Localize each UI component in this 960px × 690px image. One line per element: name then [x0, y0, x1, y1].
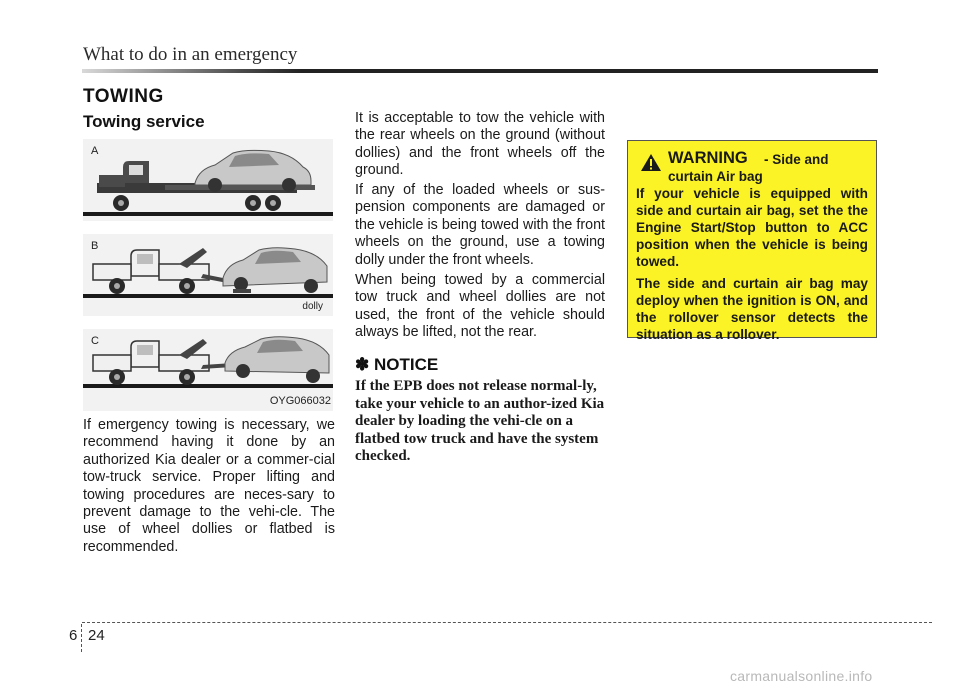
tow-rear-wheels-paragraph: It is acceptable to tow the vehicle with the rear wheels on the ground (without dollies) and the front wheels off the ground. — [355, 110, 605, 179]
subsection-title: Towing service — [83, 112, 205, 131]
dolly-label: dolly — [302, 301, 323, 312]
warning-box — [627, 140, 877, 342]
header-rule — [82, 69, 878, 73]
header-title: What to do in an emergency — [83, 44, 298, 65]
warning-label: WARNING — [668, 149, 748, 167]
warning-header — [636, 145, 868, 185]
notice-title: ✽ NOTICE — [355, 355, 439, 374]
commercial-tow-paragraph: When being towed by a commercial tow truck and wheel dollies are not used, the front of the vehicle should always be lifted, not the rear. — [355, 272, 605, 341]
warning-triangle-icon — [640, 153, 662, 172]
wheel-lift-truck-icon — [83, 234, 333, 316]
warning-subtitle-2: curtain Air bag — [668, 169, 763, 184]
warning-paragraph-2: The side and curtain air bag may deploy when the ignition is ON, and the rollover sensor detects the situation as a rollover. — [636, 276, 868, 342]
dolly-tow-panel — [83, 234, 333, 316]
warning-paragraph-1: If your vehicle is equipped with side and curtain air bag, set the the Engine Start/Stop button to ACC position when the vehicle is being towed. — [636, 186, 868, 269]
towing-illustration — [83, 139, 333, 411]
figure-code: OYG066032 — [269, 395, 331, 407]
chapter-number: 6 — [69, 627, 78, 644]
flatbed-tow-panel — [83, 139, 333, 221]
watermark: carmanualsonline.info — [730, 668, 873, 684]
flatbed-truck-icon — [83, 139, 333, 221]
section-title: TOWING — [83, 86, 164, 107]
panel-label-c: C — [91, 335, 99, 347]
footer-rule — [82, 622, 932, 623]
warning-subtitle-1: - Side and — [764, 152, 829, 167]
panel-label-b: B — [91, 240, 99, 252]
page-number: 24 — [88, 627, 105, 644]
panel-label-a: A — [91, 145, 99, 157]
page-number-divider — [81, 624, 82, 652]
towing-intro-paragraph: If emergency towing is necessary, we recommend having it done by an authorized Kia dealer or a commer-cial tow-truck service. Proper lifting and towing procedures are neces-sary to prevent damage to the vehi-cle. The use of wheel dollies or flatbed is recommended. — [83, 417, 335, 555]
towing-dolly-paragraph: If any of the loaded wheels or sus-pension components are damaged or the vehicle is being towed with the front wheels on the ground, use a towing dolly under the front wheels. — [355, 182, 605, 268]
notice-text: If the EPB does not release normal-ly, take your vehicle to an author-ized Kia dealer by loading the vehi-cle on a flatbed tow truck and have the system checked. — [355, 378, 605, 465]
